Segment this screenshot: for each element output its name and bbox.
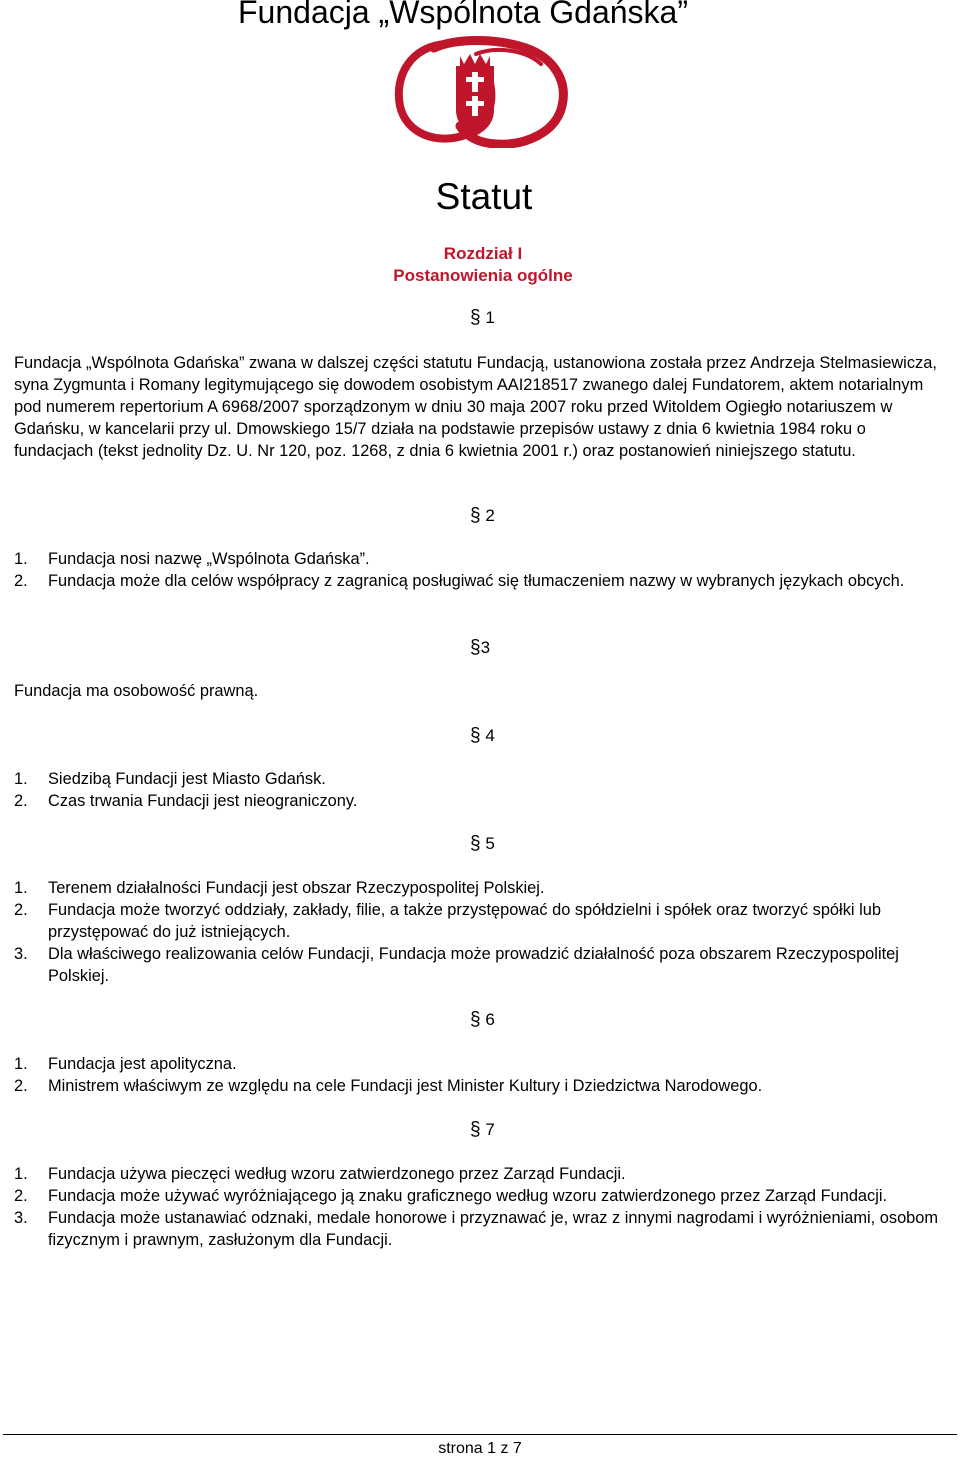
section-1-text: Fundacja „Wspólnota Gdańska” zwana w dalszej części statutu Fundacją, ustanowiona została przez Andrzeja Stelmasiewicza, syna Zygmunta i Romany legitymującego się dowodem osobistym AAI218517 zwanego dalej Fundatorem, aktem notarialnym pod numerem repertorium A 6968/2007 sporządzonym w dniu 30 maja 2007 roku przed Witoldem Ogiegło notariuszem w Gdańsku, w kancelarii przy ul. Dmowskiego 15/7 działa na podstawie przepisów ustawy z dnia 6 kwietnia 1984 roku o fundacjach (tekst jednolity Dz. U. Nr 120, poz. 1268, z dnia 6 kwietnia 2001 r.) oraz postanowień niniejszego statutu. [14, 354, 937, 460]
section-sign: § [470, 307, 481, 328]
list-number: 1. [14, 770, 28, 788]
section-6-heading [470, 1010, 495, 1030]
list-item [14, 570, 944, 592]
section-3-heading [470, 638, 490, 658]
list-item [14, 1207, 944, 1251]
list-item [14, 899, 944, 943]
list-text: Fundacja może ustanawiać odznaki, medale honorowe i przyznawać je, wraz z innymi nagrodami i wyróżnieniami, osobom fizycznym i prawnym, zasłużonym dla Fundacji. [48, 1209, 939, 1249]
section-sign: § [470, 1119, 481, 1140]
section-3-text: Fundacja ma osobowość prawną. [14, 682, 259, 700]
section-7-list [14, 1163, 944, 1251]
chapter-heading [0, 243, 960, 287]
section-4-list [14, 768, 944, 812]
list-number: 3. [14, 945, 28, 963]
list-item [14, 790, 944, 812]
list-number: 2. [14, 1187, 28, 1205]
list-number: 2. [14, 901, 28, 919]
list-item [14, 768, 944, 790]
section-2-list [14, 548, 944, 592]
section-5-heading [470, 834, 495, 854]
list-text: Fundacja używa pieczęci według wzoru zatwierdzonego przez Zarząd Fundacji. [48, 1165, 626, 1183]
list-number: 1. [14, 1165, 28, 1183]
list-text: Siedzibą Fundacji jest Miasto Gdańsk. [48, 770, 326, 788]
list-text: Fundacja nosi nazwę „Wspólnota Gdańska”. [48, 550, 370, 568]
list-number: 3. [14, 1209, 28, 1227]
section-sign: § [470, 505, 481, 526]
list-text: Fundacja może dla celów współpracy z zagranicą posługiwać się tłumaczeniem nazwy w wybranych językach obcych. [48, 572, 905, 590]
section-number: 2 [485, 506, 495, 525]
foundation-title [0, 0, 960, 31]
list-item [14, 1163, 944, 1185]
section-number: 7 [485, 1120, 495, 1139]
section-sign: § [470, 637, 481, 658]
list-number: 2. [14, 1077, 28, 1095]
list-number: 1. [14, 879, 28, 897]
section-4-heading [470, 726, 495, 746]
list-item [14, 943, 944, 987]
section-sign: § [470, 833, 481, 854]
section-number: 5 [485, 834, 495, 853]
list-item [14, 877, 944, 899]
list-item [14, 1053, 944, 1075]
footer-divider [3, 1434, 957, 1435]
list-item [14, 548, 944, 570]
list-text: Dla właściwego realizowania celów Fundacji, Fundacja może prowadzić działalność poza obszarem Rzeczypospolitej Polskiej. [48, 945, 899, 985]
list-text: Terenem działalności Fundacji jest obszar Rzeczypospolitej Polskiej. [48, 879, 545, 897]
document-title: Statut [435, 176, 533, 217]
list-text: Fundacja może używać wyróżniającego ją znaku graficznego według wzoru zatwierdzonego przez Zarząd Fundacji. [48, 1187, 888, 1205]
section-6-list [14, 1053, 944, 1097]
page-number: strona 1 z 7 [438, 1440, 522, 1457]
list-text: Ministrem właściwym ze względu na cele Fundacji jest Minister Kultury i Dziedzictwa Narodowego. [48, 1077, 763, 1095]
list-text: Czas trwania Fundacji jest nieograniczony. [48, 792, 358, 810]
section-7-heading [470, 1120, 495, 1140]
section-number: 4 [485, 726, 495, 745]
list-number: 2. [14, 792, 28, 810]
foundation-logo [386, 36, 572, 148]
list-item [14, 1185, 944, 1207]
section-sign: § [470, 1009, 481, 1030]
list-text: Fundacja może tworzyć oddziały, zakłady, filie, a także przystępować do spółdzielni i spółek oraz tworzyć spółki lub przystępować do już istniejących. [48, 901, 881, 941]
section-number: 1 [485, 308, 495, 327]
list-number: 1. [14, 1055, 28, 1073]
chapter-name: Postanowienia ogólne [393, 266, 573, 285]
foundation-title-text: Fundacja „Wspólnota Gdańska” [238, 0, 688, 30]
list-text: Fundacja jest apolityczna. [48, 1055, 237, 1073]
list-number: 1. [14, 550, 28, 568]
section-2-heading [470, 506, 495, 526]
section-number: 3 [480, 638, 491, 657]
section-5-list [14, 877, 944, 987]
section-sign: § [470, 725, 481, 746]
list-number: 2. [14, 572, 28, 590]
chapter-number: Rozdział I [443, 244, 523, 263]
list-item [14, 1075, 944, 1097]
section-number: 6 [485, 1010, 495, 1029]
section-1-heading [470, 308, 495, 328]
